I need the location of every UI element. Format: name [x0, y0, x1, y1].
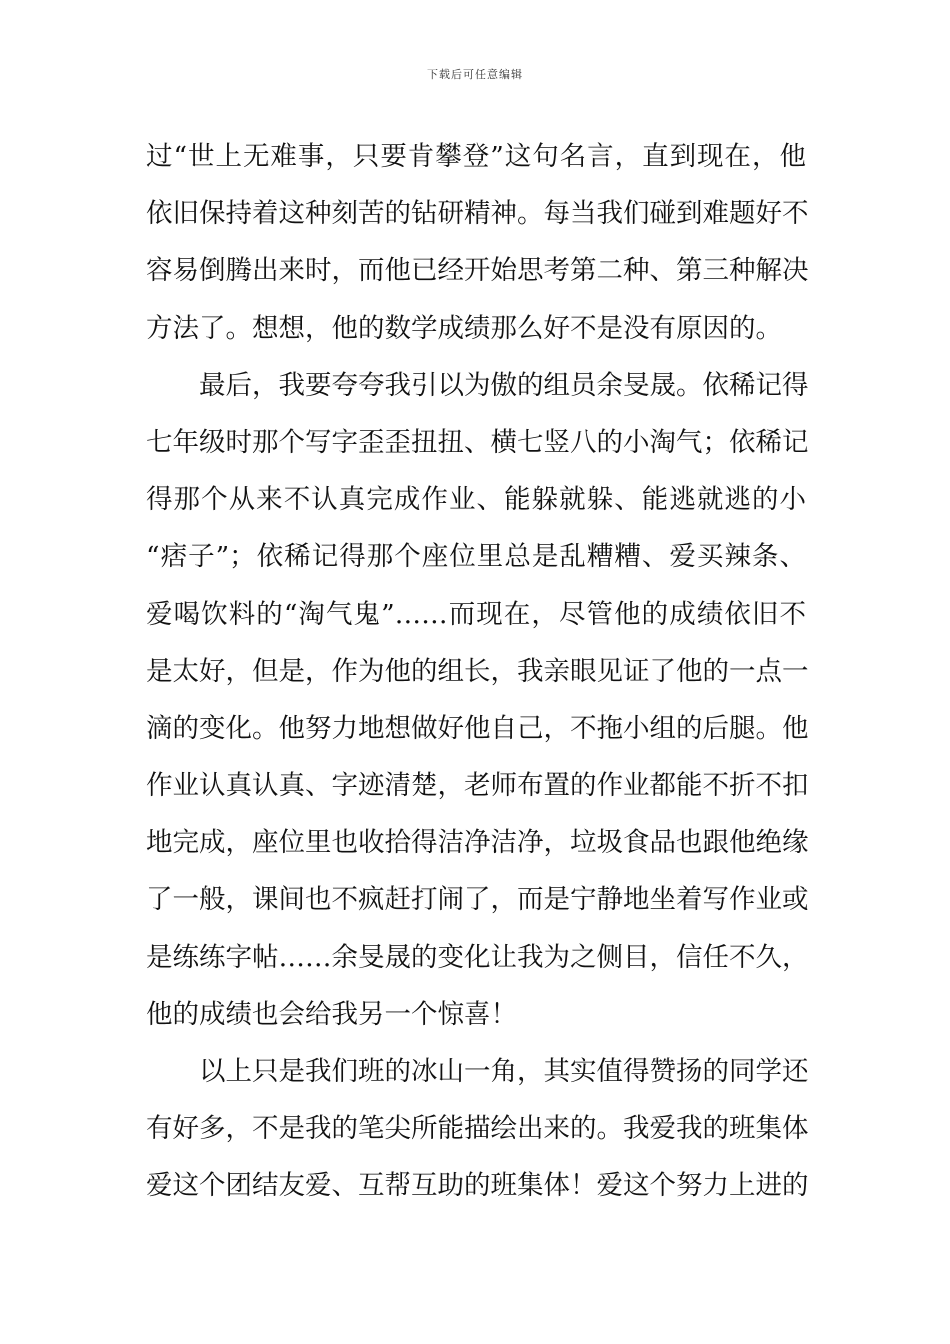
text-line: 地完成，座位里也收拾得洁净洁净，垃圾食品也跟他绝缘: [146, 827, 809, 859]
text-line: “痞子”；依稀记得那个座位里总是乱糟糟、爱买辣条、: [146, 541, 806, 573]
text-line: 爱喝饮料的“淘气鬼”……而现在，尽管他的成绩依旧不: [146, 598, 806, 630]
text-line: 爱这个团结友爱、互帮互助的班集体！爱这个努力上进的: [146, 1170, 809, 1202]
text-line: 过“世上无难事，只要肯攀登”这句名言，直到现在，他: [146, 141, 806, 172]
text-line: 滴的变化。他努力地想做好他自己，不拖小组的后腿。他: [146, 712, 809, 744]
text-line: 七年级时那个写字歪歪扭扭、横七竖八的小淘气；依稀记: [146, 426, 809, 458]
text-line: 是练练字帖……余旻晟的变化让我为之侧目，信任不久，: [146, 941, 809, 973]
text-line: 依旧保持着这种刻苦的钻研精神。每当我们碰到难题好不: [146, 198, 809, 230]
text-line: 得那个从来不认真完成作业、能躲就躲、能逃就逃的小: [146, 484, 806, 516]
text-line: 方法了。想想，他的数学成绩那么好不是没有原因的。: [146, 312, 782, 344]
text-line: 有好多，不是我的笔尖所能描绘出来的。我爱我的班集体: [146, 1113, 809, 1145]
text-line: 是太好，但是，作为他的组长，我亲眼见证了他的一点一: [146, 655, 809, 687]
text-line: 他的成绩也会给我另一个惊喜！: [146, 998, 517, 1030]
text-line: 了一般，课间也不疯赶打闹了，而是宁静地坐着写作业或: [146, 884, 809, 916]
page-header: 下载后可任意编辑: [427, 68, 523, 81]
text-line: 以上只是我们班的冰山一角，其实值得赞扬的同学还: [199, 1056, 809, 1087]
text-line: 容易倒腾出来时，而他已经开始思考第二种、第三种解决: [146, 255, 809, 287]
body-text: [146, 128, 809, 1215]
text-line: 最后，我要夸夸我引以为傲的组员余旻晟。依稀记得: [199, 369, 809, 401]
text-line: 作业认真认真、字迹清楚，老师布置的作业都能不折不扣: [146, 770, 809, 802]
